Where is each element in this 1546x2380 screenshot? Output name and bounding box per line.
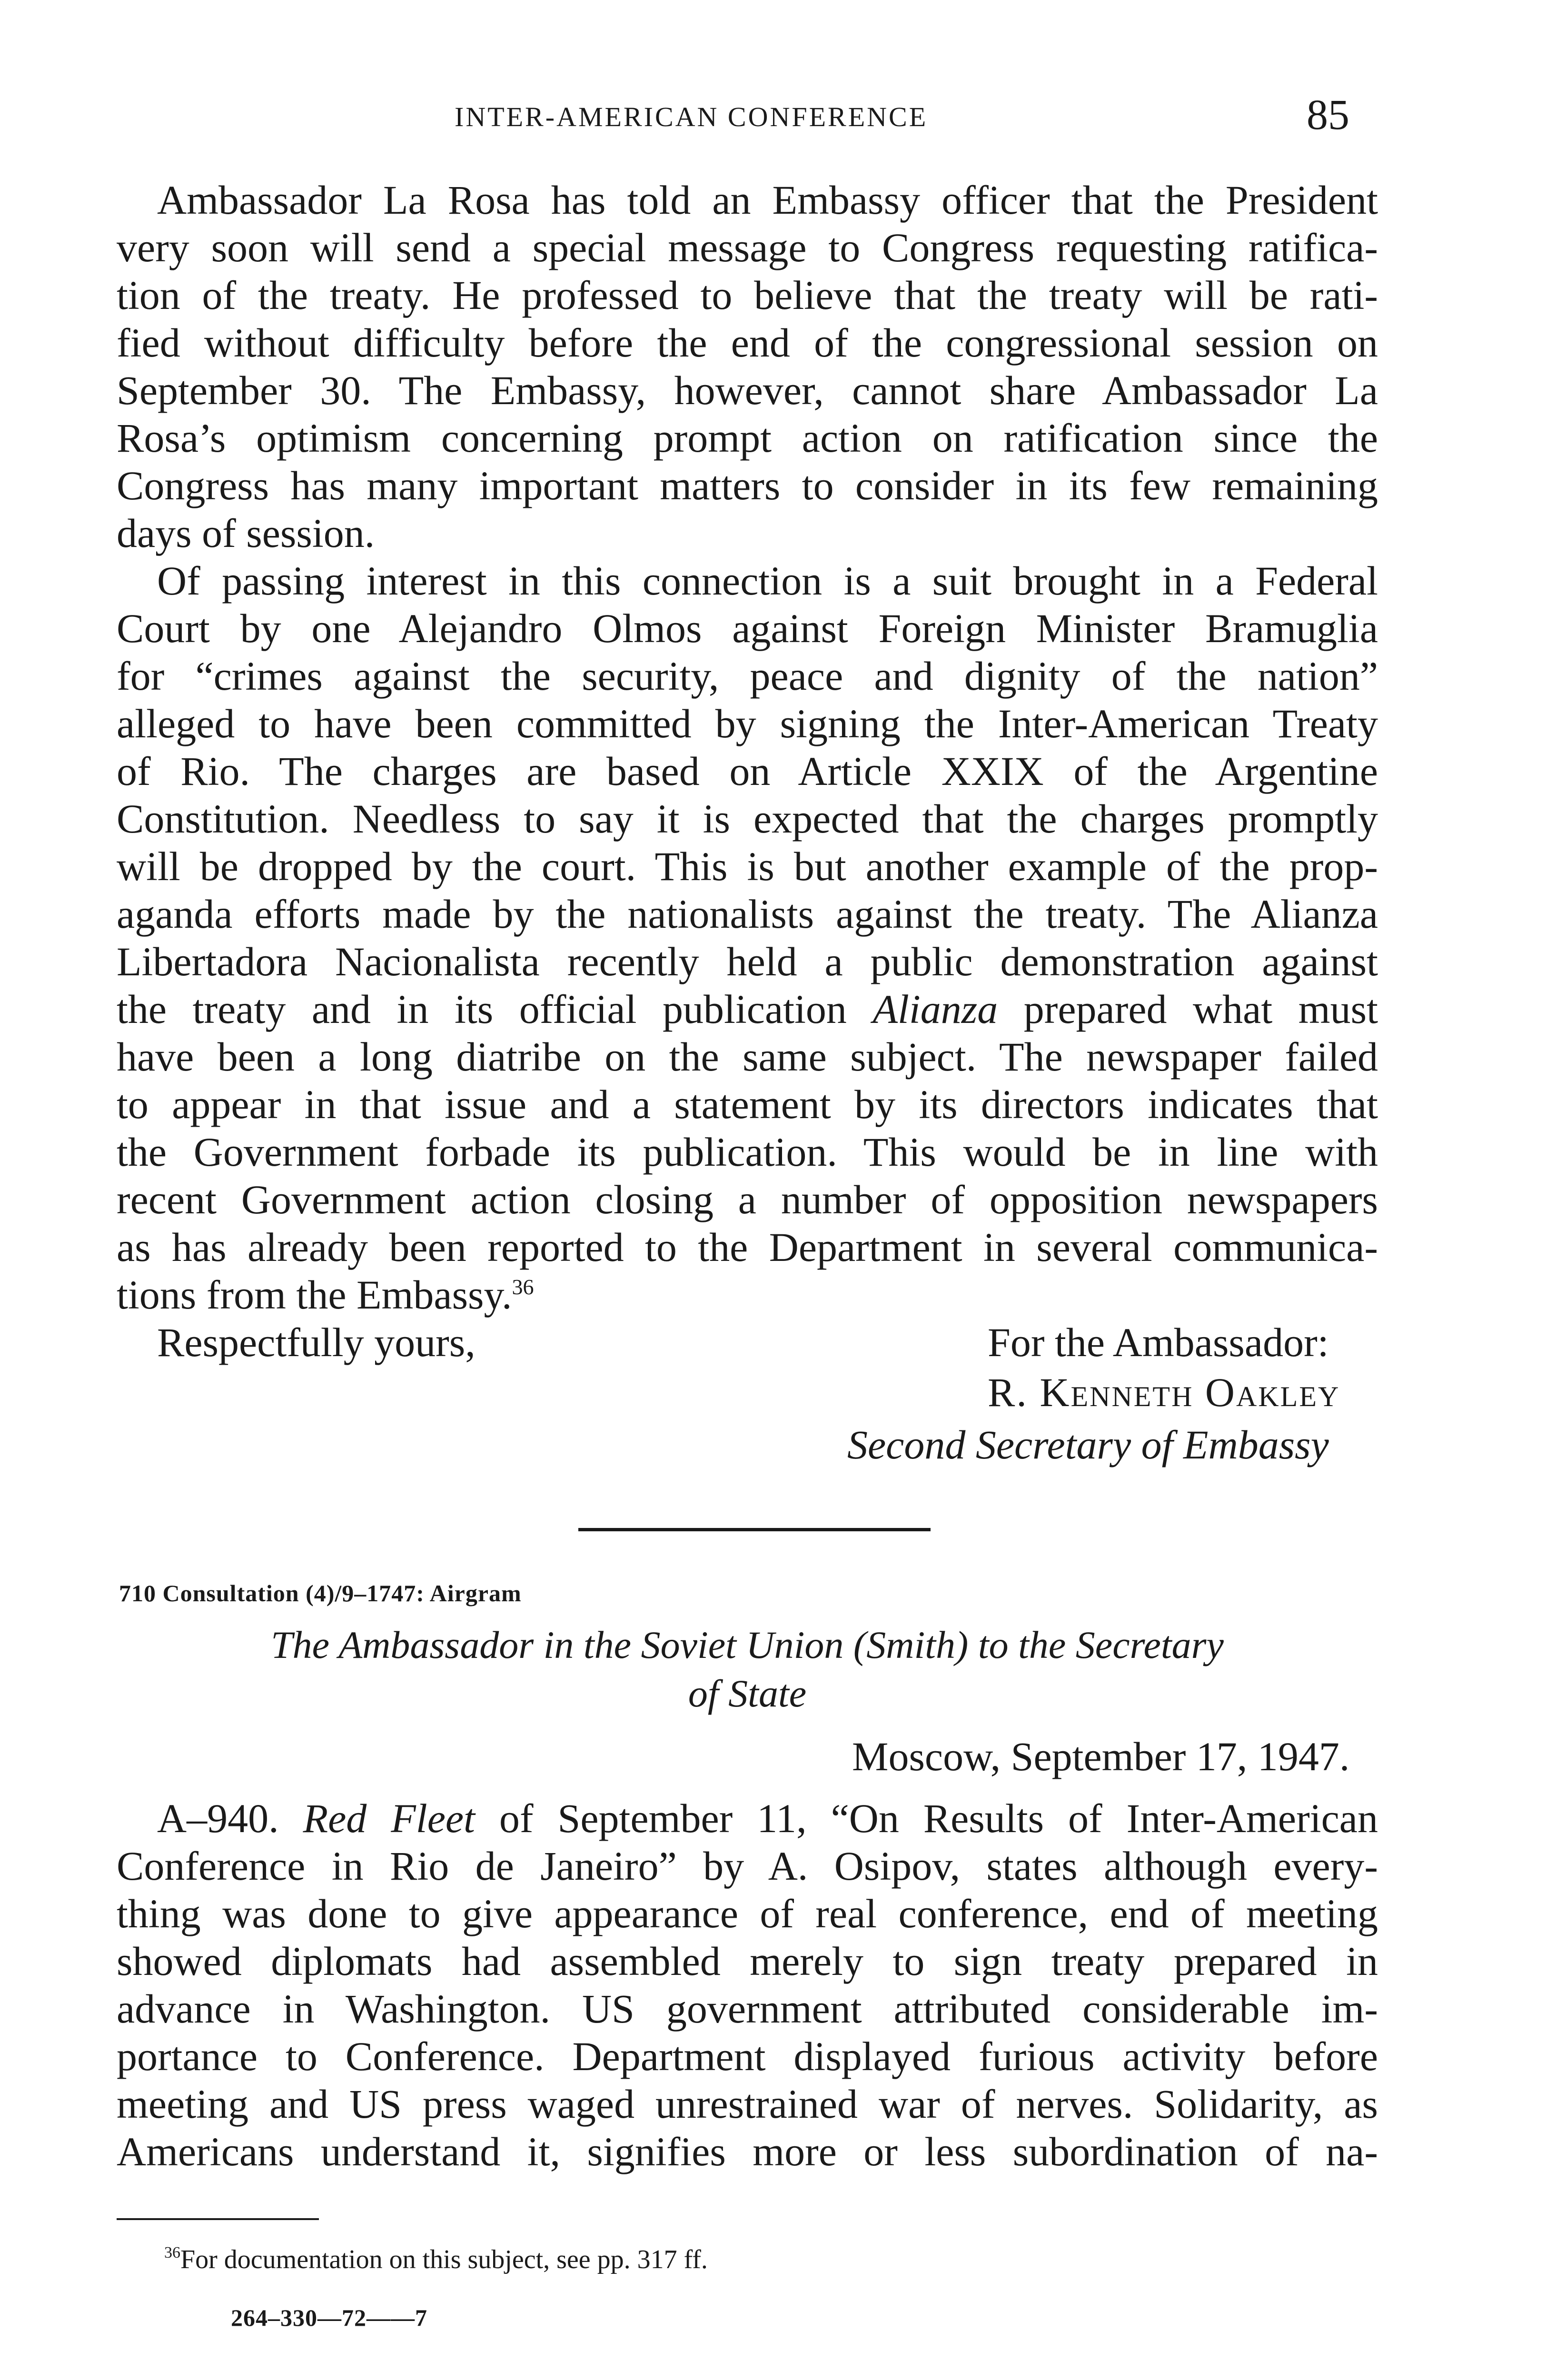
dateline: Moscow, September 17, 1947. [852, 1734, 1350, 1779]
publication-title: Alianza [872, 986, 998, 1032]
text-line: very soon will send a special message to Congress requesting ratifica- [117, 225, 1378, 270]
text-line: alleged to have been committed by signing the Inter-American Treaty [117, 701, 1378, 746]
text-line: tion of the treaty. He professed to believe that the treaty will be rati- [117, 272, 1378, 318]
text-line-with-italic [117, 985, 1378, 1033]
section-divider [578, 1528, 931, 1531]
text-line: days of session. [117, 510, 375, 556]
text-line: Americans understand it, signifies more or less subordination of na- [117, 2129, 1378, 2174]
text-line: have been a long diatribe on the same subject. The newspaper failed [117, 1034, 1378, 1080]
text-fragment: the treaty and in its official publication [117, 986, 873, 1032]
footnote-text: For documentation on this subject, see pp. 317 ff. [180, 2245, 708, 2274]
heading-line: The Ambassador in the Soviet Union (Smith) to the Secretary [271, 1623, 1224, 1666]
for-the-ambassador: For the Ambassador: [988, 1319, 1329, 1365]
text-line: Rosa’s optimism concerning prompt action on ratification since the [117, 415, 1378, 461]
heading-line: of State [688, 1672, 807, 1715]
document-heading [117, 1621, 1378, 1718]
text-line: Of passing interest in this connection is a suit brought in a Federal [157, 558, 1378, 604]
text-line: portance to Conference. Department displayed furious activity before [117, 2033, 1378, 2079]
text-line: Congress has many important matters to consider in its few remaining [117, 463, 1378, 508]
airgram-paragraph [117, 1795, 1378, 2175]
text-line [117, 1271, 1378, 1319]
text-line: will be dropped by the court. This is but another example of the prop- [117, 843, 1378, 889]
page-number: 85 [1307, 91, 1349, 139]
running-head [0, 90, 1546, 139]
text-line: fied without difficulty before the end of the congressional session on [117, 320, 1378, 366]
signer-name: R. Kenneth Oakley [988, 1369, 1340, 1415]
text-fragment: prepared what must [998, 986, 1378, 1032]
text-line: aganda efforts made by the nationalists against the treaty. The Alianza [117, 891, 1378, 937]
text-line: as has already been reported to the Department in several communica- [117, 1224, 1378, 1270]
letter-paragraph-2 [117, 557, 1378, 1319]
signer-title: Second Secretary of Embassy [847, 1422, 1329, 1468]
text-line: to appear in that issue and a statement by its directors indicates that [117, 1081, 1378, 1127]
footnote-rule [117, 2218, 319, 2220]
text-line: thing was done to give appearance of real conference, end of meeting [117, 1891, 1378, 1936]
text-fragment: tions from the Embassy. [117, 1272, 512, 1318]
text-line: meeting and US press waged unrestrained war of nerves. Solidarity, as [117, 2081, 1378, 2127]
file-number: 710 Consultation (4)/9–1747: Airgram [119, 1580, 522, 1606]
letter-paragraph-1 [117, 176, 1378, 557]
text-line-with-italic [117, 1795, 1378, 1842]
footnote-reference: 36 [512, 1275, 534, 1299]
text-line: advance in Washington. US government attributed considerable im- [117, 1986, 1378, 2032]
footnote-marker: 36 [164, 2244, 180, 2261]
footnote [164, 2244, 708, 2275]
text-line: the Government forbade its publication. This would be in line with [117, 1129, 1378, 1175]
text-line: of Rio. The charges are based on Article XXIX of the Argentine [117, 748, 1378, 794]
newspaper-title: Red Fleet [303, 1795, 475, 1841]
text-fragment: A–940. [157, 1795, 303, 1841]
running-title: INTER-AMERICAN CONFERENCE [455, 101, 928, 132]
text-line: September 30. The Embassy, however, cannot share Ambassador La [117, 367, 1378, 413]
text-line: Constitution. Needless to say it is expected that the charges promptly [117, 796, 1378, 842]
printer-code: 264–330—72——7 [231, 2304, 427, 2331]
text-line: recent Government action closing a number of opposition newspapers [117, 1177, 1378, 1222]
closing: Respectfully yours, [157, 1319, 476, 1365]
text-line: Libertadora Nacionalista recently held a public demonstration against [117, 939, 1378, 984]
text-line: for “crimes against the security, peace and dignity of the nation” [117, 653, 1378, 699]
text-line: Court by one Alejandro Olmos against Foreign Minister Bramuglia [117, 605, 1378, 651]
text-fragment: of September 11, “On Results of Inter-American [475, 1795, 1378, 1841]
text-line: showed diplomats had assembled merely to sign treaty prepared in [117, 1938, 1378, 1984]
text-line: Conference in Rio de Janeiro” by A. Osipov, states although every- [117, 1843, 1378, 1889]
text-line: Ambassador La Rosa has told an Embassy officer that the President [157, 177, 1378, 223]
